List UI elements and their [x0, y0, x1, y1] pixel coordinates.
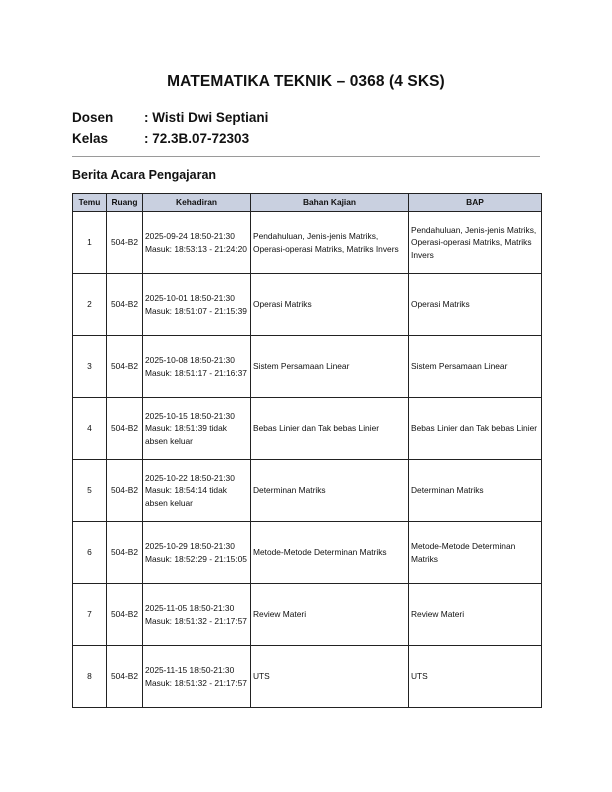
- cell-temu: 2: [73, 274, 107, 336]
- table-row: [73, 522, 542, 584]
- ruang-text: 504-B2: [110, 608, 138, 619]
- header-bap: BAP: [409, 194, 542, 212]
- cell-kehadiran: 2025-11-15 18:50-21:30 Masuk: 18:51:32 - 21:17:57: [143, 646, 251, 708]
- cell-bap: Bebas Linier dan Tak bebas Linier: [409, 398, 542, 460]
- dosen-line: [72, 110, 268, 125]
- header-kehadiran: Kehadiran: [143, 194, 251, 212]
- page-title: MATEMATIKA TEKNIK – 0368 (4 SKS): [167, 73, 445, 90]
- cell-bap: Determinan Matriks: [409, 460, 542, 522]
- table-row: [73, 398, 542, 460]
- cell-ruang: [107, 646, 143, 708]
- cell-bap: UTS: [409, 646, 542, 708]
- divider: [72, 156, 540, 157]
- cell-kehadiran: 2025-10-15 18:50-21:30 Masuk: 18:51:39 tidak absen keluar: [143, 398, 251, 460]
- cell-temu: 3: [73, 336, 107, 398]
- cell-bap: Metode-Metode Determinan Matriks: [409, 522, 542, 584]
- cell-kehadiran: 2025-10-22 18:50-21:30 Masuk: 18:54:14 tidak absen keluar: [143, 460, 251, 522]
- cell-kehadiran: 2025-11-05 18:50-21:30 Masuk: 18:51:32 - 21:17:57: [143, 584, 251, 646]
- cell-temu: 6: [73, 522, 107, 584]
- cell-bahan-kajian: Bebas Linier dan Tak bebas Linier: [251, 398, 409, 460]
- ruang-text: 504-B2: [110, 484, 138, 495]
- cell-kehadiran: 2025-09-24 18:50-21:30 Masuk: 18:53:13 - 21:24:20: [143, 212, 251, 274]
- cell-bap: Sistem Persamaan Linear: [409, 336, 542, 398]
- cell-ruang: [107, 336, 143, 398]
- table-row: [73, 584, 542, 646]
- cell-ruang: [107, 522, 143, 584]
- attendance-table: [72, 193, 542, 708]
- cell-bahan-kajian: Sistem Persamaan Linear: [251, 336, 409, 398]
- cell-temu: 1: [73, 212, 107, 274]
- cell-ruang: [107, 212, 143, 274]
- header-temu: Temu: [73, 194, 107, 212]
- ruang-text: 504-B2: [110, 422, 138, 433]
- cell-bahan-kajian: Pendahuluan, Jenis-jenis Matriks, Operasi-operasi Matriks, Matriks Invers: [251, 212, 409, 274]
- cell-bahan-kajian: Operasi Matriks: [251, 274, 409, 336]
- table-header-row: [73, 194, 542, 212]
- kelas-value: : 72.3B.07-72303: [144, 131, 250, 146]
- table-row: [73, 274, 542, 336]
- cell-bahan-kajian: Review Materi: [251, 584, 409, 646]
- cell-bap: Review Materi: [409, 584, 542, 646]
- table-row: [73, 336, 542, 398]
- cell-bahan-kajian: UTS: [251, 646, 409, 708]
- table-row: [73, 646, 542, 708]
- cell-bahan-kajian: Metode-Metode Determinan Matriks: [251, 522, 409, 584]
- cell-ruang: [107, 398, 143, 460]
- cell-ruang: [107, 274, 143, 336]
- cell-ruang: [107, 460, 143, 522]
- ruang-text: 504-B2: [110, 298, 138, 309]
- cell-kehadiran: 2025-10-08 18:50-21:30 Masuk: 18:51:17 - 21:16:37: [143, 336, 251, 398]
- cell-bap: Operasi Matriks: [409, 274, 542, 336]
- kelas-label: Kelas: [72, 131, 109, 146]
- cell-temu: 4: [73, 398, 107, 460]
- dosen-label: Dosen: [72, 110, 114, 125]
- cell-temu: 5: [73, 460, 107, 522]
- dosen-value: : Wisti Dwi Septiani: [144, 110, 269, 125]
- cell-kehadiran: 2025-10-01 18:50-21:30 Masuk: 18:51:07 - 21:15:39: [143, 274, 251, 336]
- header-bahan-kajian: Bahan Kajian: [251, 194, 409, 212]
- ruang-text: 504-B2: [110, 236, 138, 247]
- cell-kehadiran: 2025-10-29 18:50-21:30 Masuk: 18:52:29 - 21:15:05: [143, 522, 251, 584]
- cell-ruang: [107, 584, 143, 646]
- ruang-text: 504-B2: [110, 360, 138, 371]
- table-row: [73, 212, 542, 274]
- section-title: Berita Acara Pengajaran: [72, 168, 217, 182]
- kelas-line: [72, 131, 249, 146]
- cell-bap: Pendahuluan, Jenis-jenis Matriks, Operasi-operasi Matriks, Matriks Invers: [409, 212, 542, 274]
- table-row: [73, 460, 542, 522]
- cell-temu: 8: [73, 646, 107, 708]
- header-ruang: Ruang: [107, 194, 143, 212]
- cell-temu: 7: [73, 584, 107, 646]
- cell-bahan-kajian: Determinan Matriks: [251, 460, 409, 522]
- ruang-text: 504-B2: [110, 670, 138, 681]
- ruang-text: 504-B2: [110, 546, 138, 557]
